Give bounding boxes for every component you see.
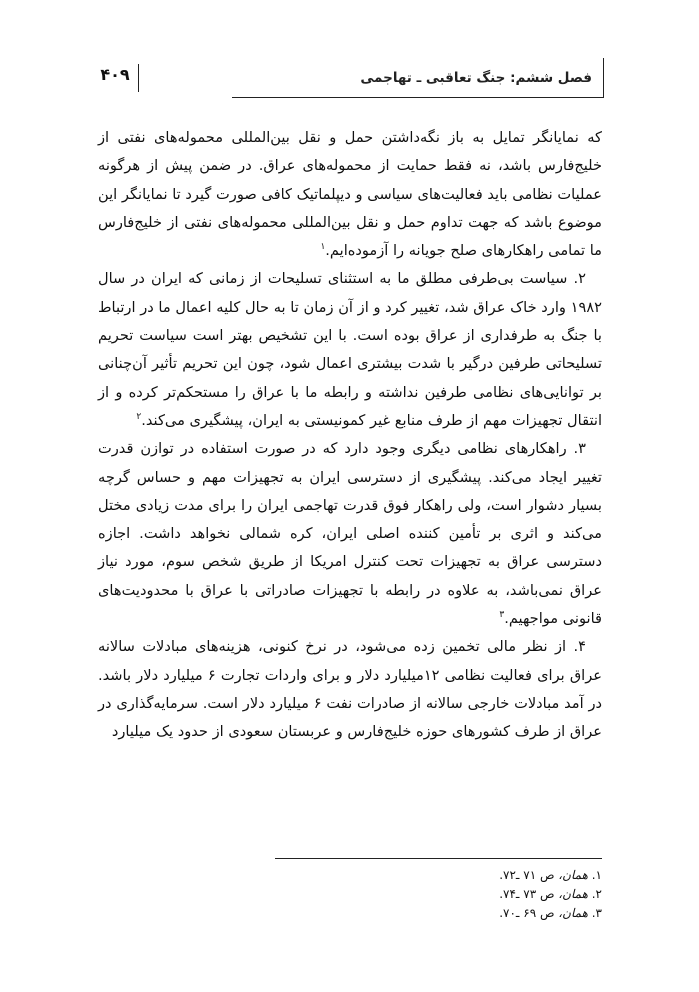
header-rule (232, 97, 604, 98)
chapter-title: فصل ششم: جنگ تعاقبی ـ تهاجمی (360, 70, 592, 86)
paragraph-2 (98, 265, 602, 435)
footnote-number: ۳. (587, 906, 602, 920)
footnote-source: همان، (558, 868, 588, 882)
footnotes (272, 866, 602, 923)
running-header (96, 58, 604, 98)
paragraph-4 (98, 633, 602, 746)
footnote-ref-2: ۲ (136, 412, 142, 423)
footnote-number: ۲. (587, 887, 602, 901)
footnote-number: ۱. (587, 868, 602, 882)
paragraph-4-text: ۴. از نظر مالی تخمین زده می‌شود، در نرخ کنونی، هزینه‌های مبادلات سالانه عراق برای فعالیت نظامی ۱۲میلیارد دلار و برای واردات تجارت ۶ میلیارد دلار باشد. در آمد مبادلات خارجی سالانه از صادرات نفت ۶ میلیارد دلار است. سرمایه‌گذاری در عراق از طرف کشورهای حوزه خلیج‌فارس و عربستان سعودی از حدود یک میلیارد (98, 638, 602, 741)
footnote-pages: ص ۷۳ ـ۷۴. (499, 887, 559, 901)
body-text (98, 124, 602, 747)
header-right-bar (603, 58, 604, 98)
footnote-source: همان، (558, 887, 588, 901)
footnote-pages: ص ۶۹ ـ۷۰. (499, 906, 559, 920)
paragraph-3 (98, 435, 602, 633)
footnote-rule (275, 858, 602, 859)
footnote-source: همان، (558, 906, 588, 920)
paragraph-3-text: ۳. راهکارهای نظامی دیگری وجود دارد که در صورت استفاده در توازن قدرت تغییر ایجاد می‌کند. پیشگیری از دسترسی ایران به تجهیزات مهم و حساس گرچه بسیار دشوار است، ولی راهکار فوق قدرت تهاجمی ایران را برای مدت زیادی مختل می‌کند و اثری بر تأمین کننده اصلی ایران، کره شمالی نخواهد داشت. اجازه دسترسی عراق به تجهیزات تحت کنترل امریکا از طریق شخص سوم، مورد نیاز عراق نمی‌باشد، به علاوه در رابطه با تجهیزات صادراتی با عراق با محدودیت‌های قانونی مواجهیم. (98, 440, 602, 628)
footnote (272, 866, 602, 885)
footnote (272, 904, 602, 923)
footnote-pages: ص ۷۱ ـ۷۲. (499, 868, 559, 882)
paragraph-1 (98, 124, 602, 265)
footnote-ref-1: ۱ (320, 242, 326, 253)
paragraph-1-text: که نمایانگر تمایل به باز نگه‌داشتن حمل و نقل بین‌المللی محموله‌های نفتی از خلیج‌فارس باشد، نه فقط حمایت از محموله‌های عراق. در ضمن پیش از هرگونه عملیات نظامی باید فعالیت‌های سیاسی و دیپلماتیک کافی صورت گیرد تا نمایانگر این موضوع باشد که جهت تداوم حمل و نقل بین‌المللی محموله‌های نفتی از خلیج‌فارس ما تمامی راهکارهای صلح جویانه را آزموده‌ایم. (98, 129, 602, 260)
header-separator (138, 64, 139, 92)
footnote-ref-3: ۳ (499, 610, 505, 621)
paragraph-2-text: ۲. سیاست بی‌طرفی مطلق ما به استثنای تسلیحات از زمانی که ایران در سال ۱۹۸۲ وارد خاک عراق شد، تغییر کرد و از آن زمان تا به حال کلیه اعمال ما در ارتباط با جنگ به طرفداری از عراق بوده است. با این تشخیص بهتر است سیاست تحریم تسلیحاتی طرفین درگیر با شدت بیشتری اعمال شود، چون این تحریم تأثیر آن‌چنانی بر توانایی‌های نظامی طرفین نداشته و رابطه ما با عراق را مستحکم‌تر کرده و از انتقال تجهیزات مهم از طرف منابع غیر کمونیستی به ایران، پیشگیری می‌کند. (98, 270, 602, 429)
footnote (272, 885, 602, 904)
page-number: ۴۰۹ (100, 65, 130, 84)
